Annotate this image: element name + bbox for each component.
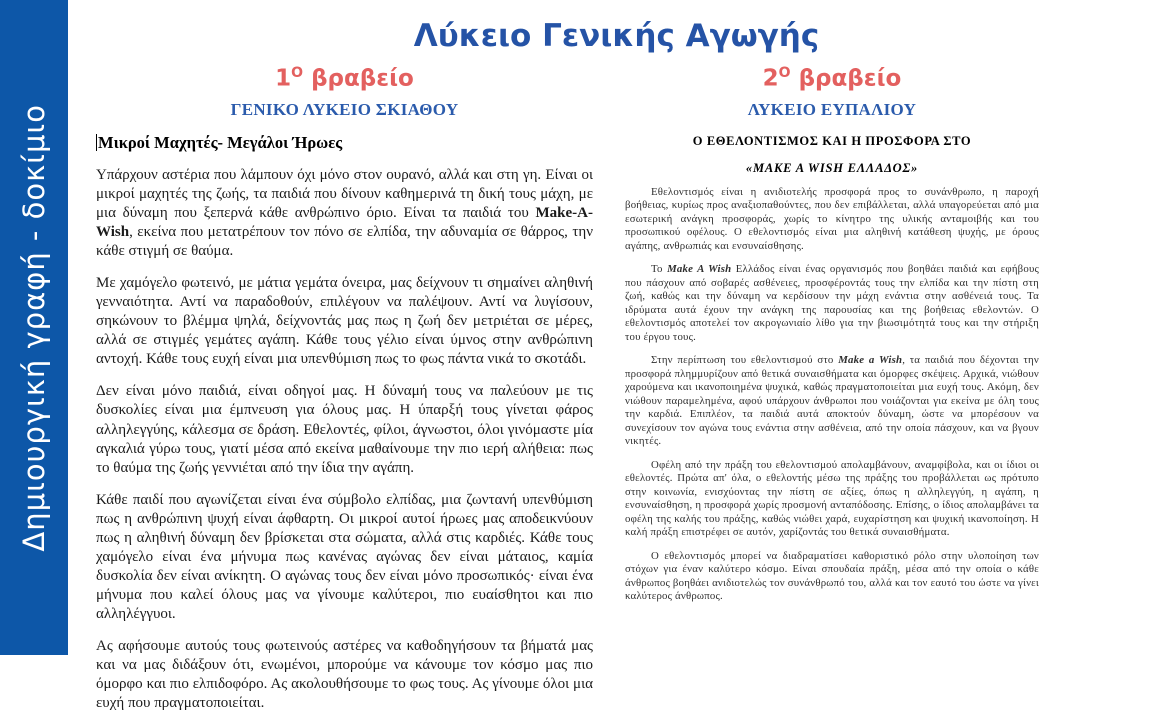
second-prize-column bbox=[625, 66, 1039, 713]
essay-title-text: Μικροί Μαχητές- Μεγάλοι Ήρωες bbox=[98, 132, 343, 152]
essay-title-left bbox=[96, 133, 593, 153]
essay-paragraph bbox=[96, 491, 593, 624]
prize-number: 2 bbox=[762, 65, 779, 92]
category-label: Δημιουργική γραφή - δοκίμιο bbox=[17, 103, 51, 552]
essay-paragraph bbox=[625, 263, 1039, 344]
text-run: Ο εθελοντισμός μπορεί να διαδραματίσει καθοριστικό ρόλο στην υλοποίηση των στόχων για έναν καλύτερο κόσμο. Είναι σπουδαία πράξη, μέσα από την οποία ο κάθε άνθρωπος βοηθάει ανιδιοτελώς τον συνάνθρωπό του, αλλά και τον εαυτό του ώστε να γίνει καλύτερος άνθρωπος. bbox=[625, 549, 1039, 603]
essay-heading-line2: «MAKE A WISH ΕΛΛΑΔΟΣ» bbox=[745, 160, 919, 175]
second-prize-label bbox=[625, 66, 1039, 92]
essay-paragraph bbox=[96, 274, 593, 369]
first-prize-column bbox=[96, 66, 593, 713]
essay-paragraph bbox=[96, 637, 593, 713]
text-run: Με χαμόγελο φωτεινό, με μάτια γεμάτα όνειρα, μας δείχνουν τι σημαίνει αληθινή γενναιότητα. Αντί να παραδοθούν, επιλέγουν να παλέψουν. Αντί να λυγίσουν, σηκώνουν το βλέμμα ψηλά, δείχνοντάς μας πως η ζωή δεν μετριέται σε μέρες, αλλά σε στιγμές γεμάτες αγάπη. Κάθε τους γέλιο είναι ύμνος στην ανθρώπινη αντοχή. Κάθε τους ευχή είναι μια υπενθύμιση πως το φως πάντα νικά το σκοτάδι. bbox=[96, 275, 593, 368]
essay-paragraph bbox=[625, 354, 1039, 448]
text-run: Ας αφήσουμε αυτούς τους φωτεινούς αστέρες να καθοδηγήσουν τα βήματά μας και να μας διδάξουν ότι, ενωμένοι, μπορούμε να κάνουμε τον κόσμο μας πιο όμορφο και πιο ελπιδοφόρο. Ας ακολουθήσουμε το φως τους. Ας γίνουμε όλοι μια ευχή που πραγματοποιείται. bbox=[96, 637, 593, 712]
essay-paragraph bbox=[96, 382, 593, 477]
school-name-efpalio: ΛΥΚΕΙΟ ΕΥΠΑΛΙΟΥ bbox=[747, 99, 917, 119]
text-run: , τα παιδιά που δέχονται την προσφορά πλημμυρίζουν από θετικά συναισθήματα και όμορφες σκέψεις. Αρχικά, νιώθουν χαρούμενα και ικανοποιημένα ψυχικά, καθώς πραγματοποιείται μια ευχή τους. Ακόμη, δεν νιώθουν παραμελημένα, αφού υπάρχουν άνθρωποι που νοιάζονται για εκείνα με όλη τους την καρδιά. Επιπλέον, τα παιδιά αυτά αποκτούν δύναμη, ώστε να μπορέσουν να συνεχίσουν τον αγώνα τους ενάντια στην ασθένεια, από την οποία πάσχουν, και να βγουν νικητές. bbox=[625, 354, 1039, 448]
text-run: Ελλάδος είναι ένας οργανισμός που βοηθάει παιδιά και εφήβους που πάσχουν από σοβαρές ασθένειες, προσφέροντάς τους την ελπίδα και την πίστη στη ζωή, καθώς και την δύναμη να κερδίσουν την μάχη ενάντια στην ασθένειά τους. Τα ιδρύματα αυτά έχουν την ανάγκη της παρουσίας και της βοήθειας εθελοντών. Ο εθελοντισμός αποτελεί τον ακρογωνιαίο λίθο για την βιωσιμότητά τους και την στήριξη του έργου τους. bbox=[625, 263, 1039, 343]
text-run: Make A Wish bbox=[667, 263, 732, 276]
prize-word: βραβείο bbox=[311, 65, 414, 92]
school-name-skiathos: ΓΕΝΙΚΟ ΛΥΚΕΙΟ ΣΚΙΑΘΟΥ bbox=[230, 99, 459, 119]
essay-body-left bbox=[96, 166, 593, 713]
text-run: , εκείνα που μετατρέπουν τον πόνο σε ελπίδα, την αδυναμία σε θάρρος, την κάθε στιγμή σε θαύμα. bbox=[96, 224, 593, 260]
slide-content bbox=[68, 0, 1165, 712]
essay-paragraph bbox=[625, 459, 1039, 540]
essay-paragraph bbox=[96, 166, 593, 261]
text-run: Make-A-Wish bbox=[96, 205, 593, 241]
text-run: Το bbox=[651, 263, 668, 276]
two-column-layout bbox=[68, 66, 1165, 713]
prize-ordinal: Ο bbox=[291, 65, 304, 81]
text-run: Στην περίπτωση του εθελοντισμού στο bbox=[651, 354, 839, 367]
essay-paragraph bbox=[625, 186, 1039, 253]
text-run: Εθελοντισμός είναι η ανιδιοτελής προσφορά προς το συνάνθρωπο, η παροχή βοήθειας, κυρίως προς αναξιοπαθούντες, που δεν επιβάλλεται, αλλά υπαγορεύεται από μια εσωτερική ανάγκη προσφοράς, χωρίς το κίνητρο της υλικής ανταμοιβής και του προσωπικού οφέλους. Ο εθελοντισμός είναι μια αληθινή κατάθεση ψυχής, με όρους αγάπης, ανθρωπιάς και ενσυναίσθησης. bbox=[625, 185, 1039, 252]
essay-heading-line1: Ο ΕΘΕΛΟΝΤΙΣΜΟΣ ΚΑΙ Η ΠΡΟΣΦΟΡΑ ΣΤΟ bbox=[692, 133, 972, 148]
essay-body-right bbox=[625, 186, 1039, 604]
prize-word: βραβείο bbox=[798, 65, 902, 92]
text-run: Κάθε παιδί που αγωνίζεται είναι ένα σύμβολο ελπίδας, μια ζωντανή υπενθύμιση πως η ανθρώπινη ψυχή είναι άφθαρτη. Οι μικροί αυτοί ήρωες μας αποδεικνύουν πως η αληθινή δύναμη δεν βρίσκεται στα σώματα, αλλά στις καρδιές. Κάθε τους χαμόγελο είναι ένα μήνυμα πως κανένας αγώνας δεν είναι μάταιος, καμία δυσκολία δεν είναι ανίκητη. Ο αγώνας τους δεν είναι μόνο προσωπικός· είναι ένα μήνυμα που καλεί όλους μας να γίνουμε καλύτεροι, πιο ευαίσθητοι και πιο αλληλέγγυοι. bbox=[96, 491, 593, 622]
page-title: Λύκειο Γενικής Αγωγής bbox=[413, 18, 820, 54]
prize-ordinal: Ο bbox=[778, 65, 791, 81]
category-sidebar bbox=[0, 0, 68, 655]
text-run: Οφέλη από την πράξη του εθελοντισμού απολαμβάνουν, αναμφίβολα, και οι ίδιοι οι εθελοντές. Πρώτα απ' όλα, ο εθελοντής μέσω της πράξης του προβάλλεται ως πρότυπο στην κοινωνία, ενισχύοντας την πίστη σε αξίες, όπως η αλληλεγγύη, η αγάπη, η ενσυναίσθηση, η προσφορά χωρίς προσμονή ανταπόδοσης. Επίσης, ο ίδιος απολαμβάνει τα οφέλη της καλής του πράξης, καθώς νιώθει χαρά, ευχαρίστηση και ψυχική ικανοποίηση. Η καλή πράξη επιστρέφει σε αυτόν, χαρίζοντάς του θετικά συναισθήματα. bbox=[625, 458, 1039, 539]
prize-number: 1 bbox=[275, 65, 292, 92]
text-run: Υπάρχουν αστέρια που λάμπουν όχι μόνο στον ουρανό, αλλά και στη γη. Είναι οι μικροί μαχητές της ζωής, τα παιδιά που δίνουν καθημερινά τη δική τους μάχη, με μια δύναμη που ξεπερνά κάθε ανθρώπινο όριο. Είναι τα παιδιά του bbox=[96, 166, 593, 222]
text-run: Make a Wish bbox=[838, 354, 903, 367]
text-cursor bbox=[96, 134, 97, 151]
text-run: Δεν είναι μόνο παιδιά, είναι οδηγοί μας. Η δύναμή τους να παλεύουν με τις δυσκολίες είναι μια έμπνευση για όλους μας. Η ύπαρξή τους γίνεται φάρος αλληλεγγύης, κάλεσμα σε δράση. Εθελοντές, φίλοι, άγνωστοι, όλοι γινόμαστε μία αγκαλιά γύρω τους, γιατί μέσα από εκείνα μαθαίνουμε την πιο ιερή αλήθεια: πως το θαύμα της ζωής γεννιέται από την ίδια την αγάπη. bbox=[96, 383, 593, 476]
first-prize-label bbox=[96, 66, 593, 92]
essay-paragraph bbox=[625, 550, 1039, 604]
